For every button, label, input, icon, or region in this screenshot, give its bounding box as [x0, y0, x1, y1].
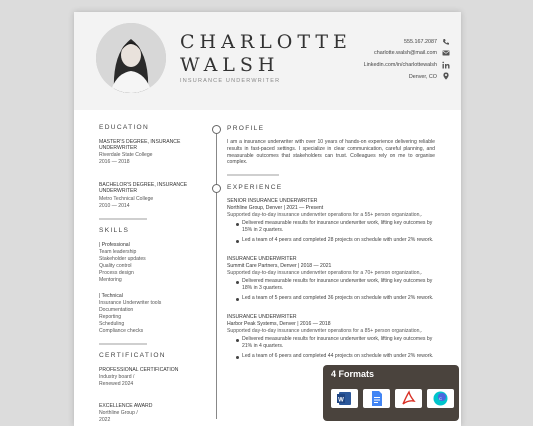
job-title: INSURANCE UNDERWRITER — [180, 78, 281, 84]
skill-item: Team leadership — [99, 249, 137, 255]
timeline-line — [216, 129, 217, 419]
skill-item: Process design — [99, 270, 134, 276]
job-3-summary: Supported day-to-day insurance underwriter operations for a 85+ person organization,. — [227, 328, 423, 334]
job-2-bullet-1: Delivered measurable results for insurance underwriter work, lifting key outcomes by 18% in 3 quarters. — [242, 278, 433, 291]
bullet — [236, 356, 239, 359]
pdf-icon — [395, 389, 422, 408]
degree-2-line-1: BACHELOR'S DEGREE, INSURANCE — [99, 182, 188, 188]
svg-text:C: C — [439, 396, 442, 401]
skill-item: Documentation — [99, 307, 134, 313]
skill-item: Mentoring — [99, 277, 122, 283]
divider — [99, 218, 147, 220]
location-pin-icon — [442, 72, 450, 80]
skill-item: Scheduling — [99, 321, 125, 327]
cert-2-org: Northline Group / — [99, 410, 138, 416]
job-1-role: SENIOR INSURANCE UNDERWRITER — [227, 198, 318, 204]
skill-item: Stakeholder updates — [99, 256, 146, 262]
skill-item: Reporting — [99, 314, 122, 320]
bullet — [236, 281, 239, 284]
job-3-bullet-2: Led a team of 6 peers and completed 44 projects on schedule with under 2% rework. — [242, 353, 434, 359]
email-icon — [442, 49, 450, 57]
bullet — [236, 339, 239, 342]
divider — [227, 174, 279, 176]
job-1-bullet-2: Led a team of 4 peers and completed 28 projects on schedule with under 2% rework. — [242, 237, 434, 243]
degree-2-years: 2010 — 2014 — [99, 203, 130, 209]
job-1-company: Northline Group, Denver | 2021 — Present — [227, 205, 324, 211]
canva-icon — [427, 389, 454, 408]
experience-heading: EXPERIENCE — [227, 184, 283, 191]
linkedin-icon — [442, 61, 450, 69]
google-docs-icon — [363, 389, 390, 408]
degree-2-school: Metro Technical College — [99, 196, 154, 202]
divider — [99, 343, 147, 345]
bullet — [236, 223, 239, 226]
timeline-node — [212, 184, 221, 193]
bullet — [236, 298, 239, 301]
phone-icon — [442, 38, 450, 46]
degree-2-line-2: UNDERWRITER — [99, 188, 138, 194]
skills-group-1-heading: | Professional — [99, 242, 130, 248]
portrait-image — [96, 23, 166, 93]
degree-1-years: 2016 — 2018 — [99, 159, 130, 165]
formats-title: 4 Formats — [331, 369, 375, 379]
linkedin-text: Linkedin.com/in/charlottewalsh — [363, 62, 437, 68]
job-3-company: Harbor Peak Systems, Denver | 2016 — 2018 — [227, 321, 331, 327]
bullet — [236, 240, 239, 243]
degree-1-line-1: MASTER'S DEGREE, INSURANCE — [99, 139, 181, 145]
resume-header — [74, 12, 461, 110]
job-3-role: INSURANCE UNDERWRITER — [227, 314, 297, 320]
degree-1-line-2: UNDERWRITER — [99, 145, 138, 151]
skill-item: Quality control — [99, 263, 132, 269]
cert-1-date: Renewed 2024 — [99, 381, 134, 387]
last-name: WALSH — [180, 54, 280, 76]
skill-item: Compliance checks — [99, 328, 144, 334]
certification-heading: CERTIFICATION — [99, 352, 166, 359]
timeline-node — [212, 125, 221, 134]
resume-page — [74, 12, 461, 426]
cert-2-date: 2022 — [99, 417, 111, 423]
formats-badge — [323, 365, 459, 421]
cert-1-org: Industry board / — [99, 374, 135, 380]
job-2-summary: Supported day-to-day insurance underwriter operations for a 70+ person organization,. — [227, 270, 423, 276]
email-text: charlotte.walsh@mail.com — [374, 50, 437, 56]
degree-1-school: Riverdale State College — [99, 152, 153, 158]
first-name: CHARLOTTE — [180, 31, 352, 53]
job-1-bullet-1: Delivered measurable results for insurance underwriter work, lifting key outcomes by 15% in 2 quarters. — [242, 220, 433, 233]
cert-1-name: PROFESSIONAL CERTIFICATION — [99, 367, 179, 373]
education-heading: EDUCATION — [99, 124, 150, 131]
job-2-bullet-2: Led a team of 5 peers and completed 36 projects on schedule with under 2% rework. — [242, 295, 434, 301]
phone-text: 555.167.2087 — [404, 39, 437, 45]
skills-heading: SKILLS — [99, 227, 130, 234]
location-text: Denver, CO — [408, 74, 437, 80]
job-2-role: INSURANCE UNDERWRITER — [227, 256, 297, 262]
job-3-bullet-1: Delivered measurable results for insurance underwriter work, lifting key outcomes by 21% in 4 quarters. — [242, 336, 433, 349]
profile-photo — [96, 23, 166, 93]
svg-text:W: W — [338, 397, 344, 404]
skills-group-2-heading: | Technical — [99, 293, 123, 299]
profile-text: I am a insurance underwriter with over 10 years of hands-on experience delivering reliable results in fast-paced settings. I specialize in clear communication, careful planning, and measurable outcomes that stakeholders can trust. Colleagues rely on me to organise complex. — [227, 139, 435, 166]
skill-item: Insurance Underwriter tools — [99, 300, 162, 306]
cert-2-name: EXCELLENCE AWARD — [99, 403, 153, 409]
word-icon — [331, 389, 358, 408]
job-1-summary: Supported day-to-day insurance underwriter operations for a 55+ person organization,. — [227, 212, 423, 218]
profile-heading: PROFILE — [227, 125, 265, 132]
job-2-company: Summit Care Partners, Denver | 2018 — 2021 — [227, 263, 332, 269]
